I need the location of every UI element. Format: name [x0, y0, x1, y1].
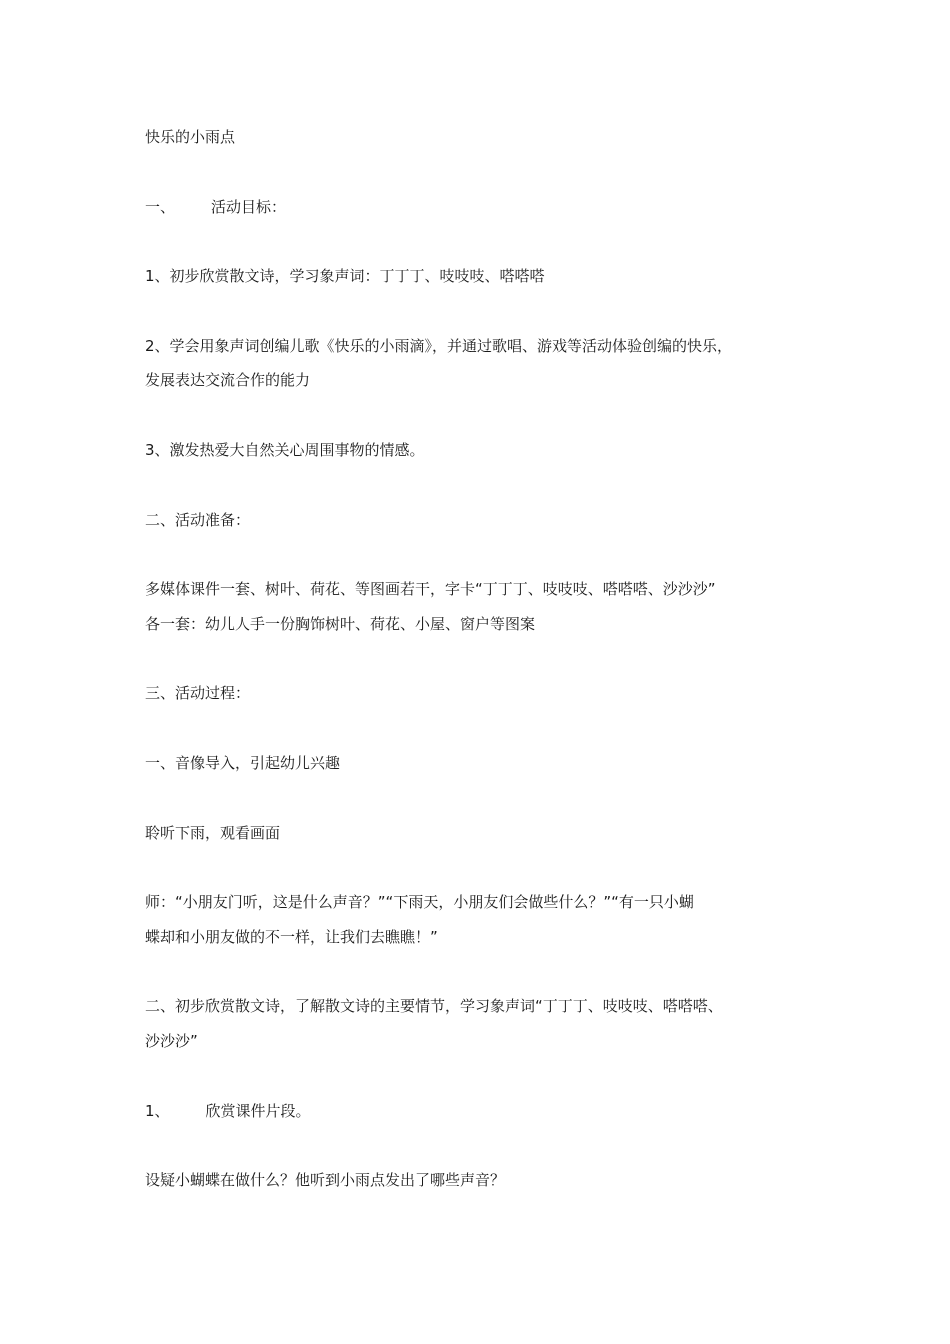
- section-heading-goals: [145, 196, 286, 218]
- process-step-2-line-1: 二、初步欣赏散文诗，了解散文诗的主要情节，学习象声词“丁丁丁、吱吱吱、嗒嗒嗒、: [145, 997, 723, 1015]
- goal-item-1: 1、初步欣赏散文诗，学习象声词：丁丁丁、吱吱吱、嗒嗒嗒: [145, 267, 545, 285]
- goal-item-2-line-1: 2、学会用象声词创编儿歌《快乐的小雨滴》，并通过歌唱、游戏等活动体验创编的快乐，: [145, 337, 733, 355]
- sub-step-number: 1、: [145, 1102, 170, 1120]
- document-title: 快乐的小雨点: [145, 128, 236, 146]
- section-number: 一、: [145, 198, 176, 216]
- process-paragraph-listen: 聆听下雨，观看画面: [145, 824, 281, 842]
- preparation-line-2: 各一套：幼儿人手一份胸饰树叶、荷花、小屋、窗户等图案: [145, 615, 536, 633]
- section-title: 活动目标：: [211, 198, 287, 216]
- goal-item-2-line-2: 发展表达交流合作的能力: [145, 371, 311, 389]
- section-heading-process: 三、活动过程：: [145, 684, 251, 702]
- question-paragraph: 设疑小蝴蝶在做什么？他听到小雨点发出了哪些声音？: [145, 1171, 506, 1189]
- sub-step-1: [145, 1100, 311, 1122]
- process-step-2-line-2: 沙沙沙”: [145, 1032, 198, 1050]
- section-heading-preparation: 二、活动准备：: [145, 511, 251, 529]
- teacher-dialogue-line-1: 师：“小朋友门听，这是什么声音？”“下雨天，小朋友们会做些什么？”“有一只小蝴: [145, 893, 694, 911]
- preparation-line-1: 多媒体课件一套、树叶、荷花、等图画若干，字卡“丁丁丁、吱吱吱、嗒嗒嗒、沙沙沙”: [145, 580, 716, 598]
- sub-step-text: 欣赏课件片段。: [205, 1102, 311, 1120]
- teacher-dialogue-line-2: 蝶却和小朋友做的不一样，让我们去瞧瞧！”: [145, 928, 438, 946]
- goal-item-3: 3、激发热爱大自然关心周围事物的情感。: [145, 441, 425, 459]
- process-step-1: 一、音像导入，引起幼儿兴趣: [145, 754, 341, 772]
